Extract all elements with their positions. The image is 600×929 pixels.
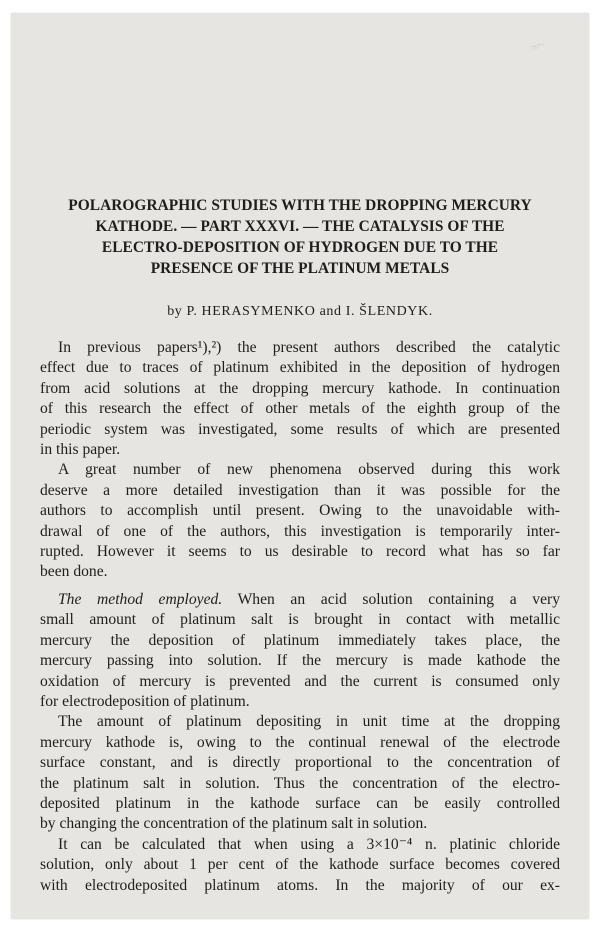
section-heading: The method employed. xyxy=(58,590,223,608)
byline-conjunction: and xyxy=(319,304,342,319)
author-name: P. HERASYMENKO xyxy=(186,304,316,319)
text-line: the platinum salt in solution. Thus the concentration of the electro- xyxy=(40,774,560,792)
text-line xyxy=(40,590,560,610)
text-line: In previous papers¹),²) the present authors described the catalytic xyxy=(58,339,560,356)
text-line: periodic system was investigated, some results of which are presented xyxy=(40,420,560,438)
text-line: small amount of platinum salt is brought in contact with metallic xyxy=(40,611,560,629)
text-line: solution, only about 1 per cent of the kathode surface becomes covered xyxy=(40,856,560,874)
article-body xyxy=(40,338,560,896)
byline-prefix: by xyxy=(167,304,183,319)
text-line: mercury the deposition of platinum immediately takes place, the xyxy=(40,631,560,649)
title-line: ELECTRO-DEPOSITION OF HYDROGEN DUE TO THE xyxy=(101,239,499,256)
text-line: for electrodeposition of platinum. xyxy=(40,692,250,710)
text-line: drawal of one of the authors, this investigation is temporarily inter- xyxy=(40,522,560,540)
paper-page xyxy=(11,13,589,919)
byline xyxy=(40,303,560,321)
text-line: in this paper. xyxy=(40,441,121,459)
text-line: authors to accomplish until present. Owing to the unavoidable with- xyxy=(40,502,560,520)
text-line: A great number of new phenomena observed during this work xyxy=(58,461,560,479)
text-line: deposited platinum in the kathode surface can be easily controlled xyxy=(40,794,560,812)
paragraph xyxy=(40,590,560,712)
text-line: from acid solutions at the dropping mercury kathode. In continuation xyxy=(40,379,560,397)
pencil-mark: ̶∕∕′′ xyxy=(533,42,545,52)
text-line: rupted. However it seems to us desirable to record what has so far xyxy=(40,543,560,561)
title-line: POLAROGRAPHIC STUDIES WITH THE DROPPING MERCURY xyxy=(68,197,532,214)
paragraph xyxy=(40,460,560,582)
text-line: surface constant, and is directly proportional to the concentration of xyxy=(40,754,560,772)
article-title xyxy=(40,195,560,279)
text-fragment: When an acid solution containing a very xyxy=(222,590,560,608)
text-line: mercury passing into solution. If the mercury is made kathode the xyxy=(40,652,560,670)
paragraph xyxy=(40,835,560,896)
text-line: deserve a more detailed investigation than it was possible for the xyxy=(40,481,560,499)
article xyxy=(40,195,560,896)
text-line: with electrodeposited platinum atoms. In the majority of our ex- xyxy=(40,876,560,894)
text-line: by changing the concentration of the platinum salt in solution. xyxy=(40,815,428,833)
text-line: The amount of platinum depositing in unit time at the dropping xyxy=(58,713,560,731)
title-line: PRESENCE OF THE PLATINUM METALS xyxy=(150,260,450,277)
text-line: effect due to traces of platinum exhibited in the deposition of hydrogen xyxy=(40,359,560,377)
text-line: been done. xyxy=(40,563,108,581)
title-line: KATHODE. — PART XXXVI. — THE CATALYSIS OF THE xyxy=(95,218,505,235)
author-name: I. ŠLENDYK. xyxy=(345,304,433,319)
paragraph xyxy=(40,338,560,460)
text-line: oxidation of mercury is prevented and the current is consumed only xyxy=(40,672,560,690)
text-line: of this research the effect of other metals of the eighth group of the xyxy=(40,400,560,418)
paragraph xyxy=(40,712,560,834)
text-line: mercury kathode is, owing to the continual renewal of the electrode xyxy=(40,733,560,751)
text-line: It can be calculated that when using a 3×10⁻⁴ n. platinic chloride xyxy=(58,835,560,853)
